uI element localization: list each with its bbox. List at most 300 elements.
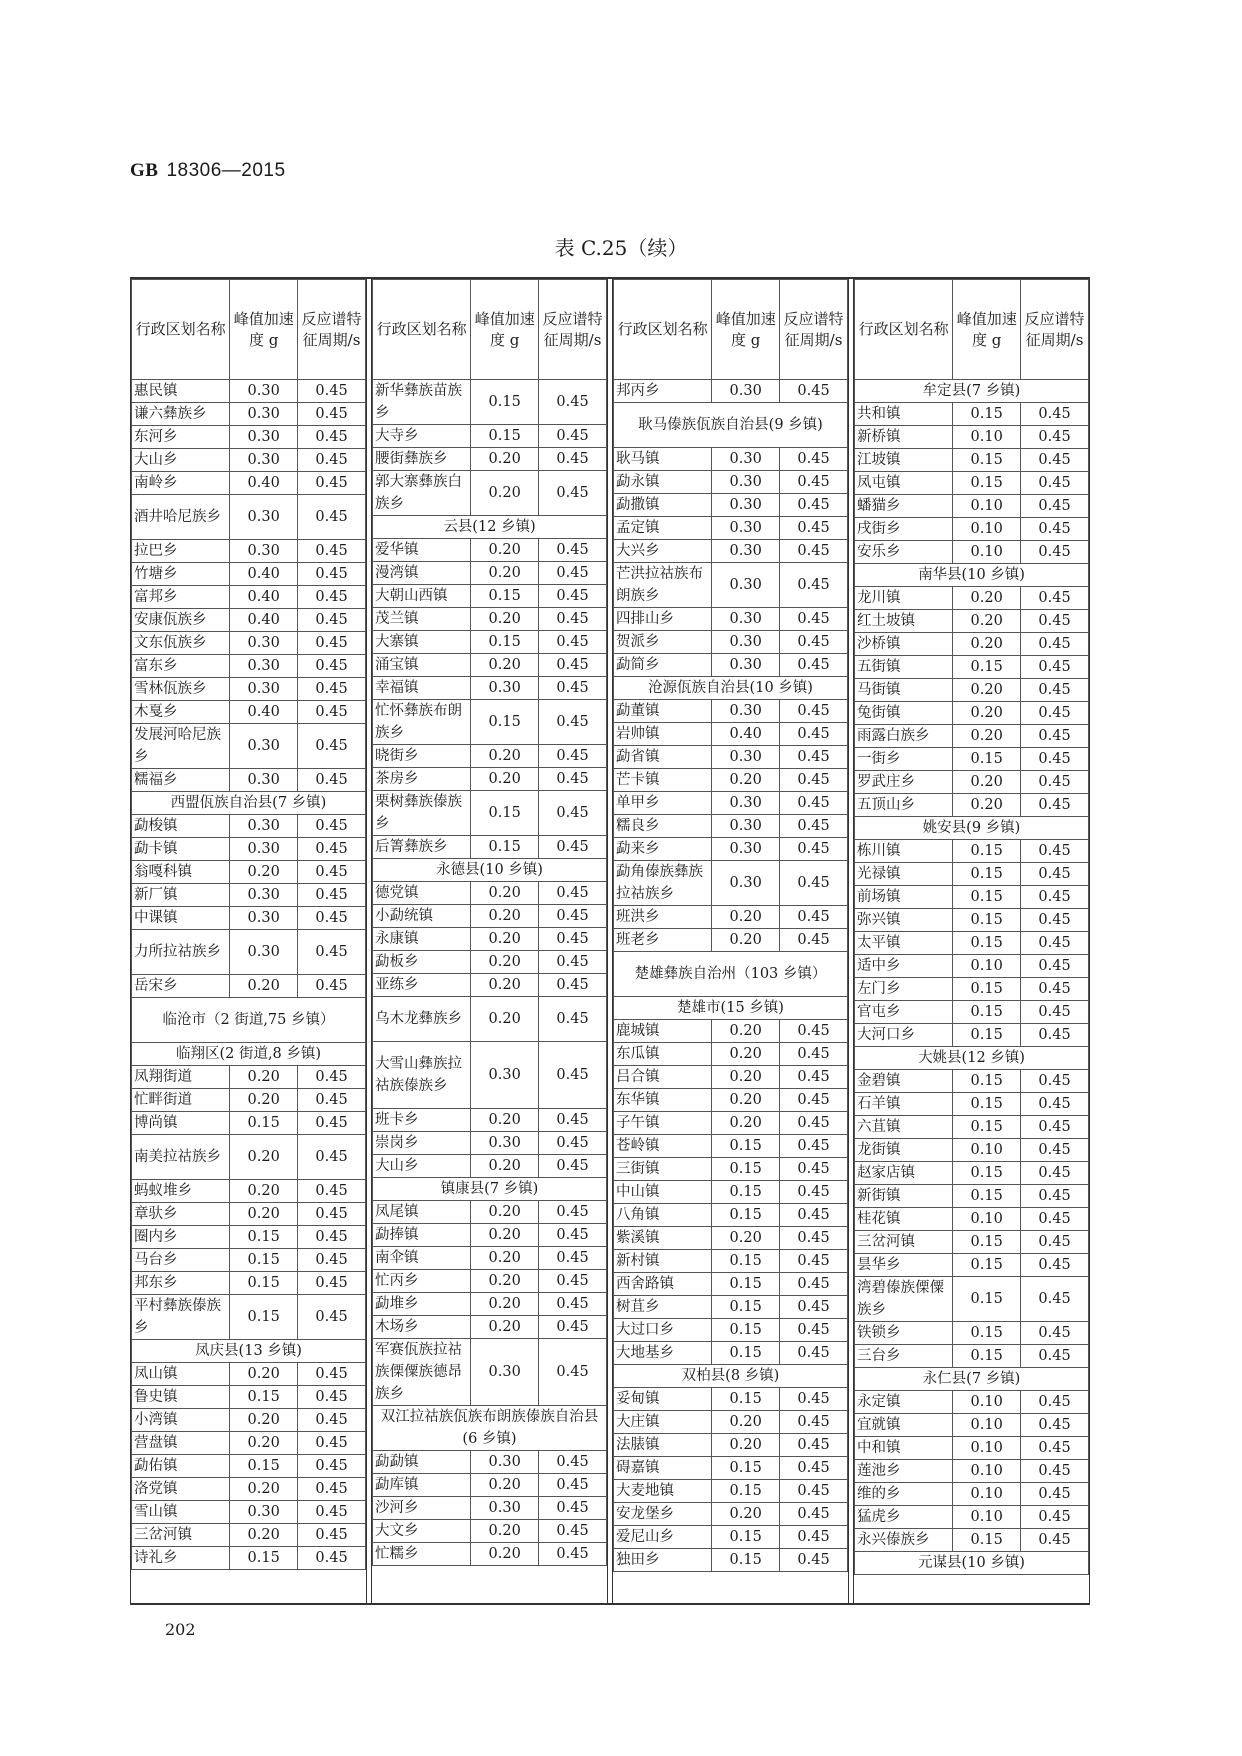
- table-row: [855, 1506, 1089, 1529]
- peak-acceleration-value: 0.15: [712, 1250, 780, 1273]
- peak-acceleration-value: 0.20: [953, 771, 1021, 794]
- region-name: 凤山镇: [132, 1363, 230, 1386]
- table-row: [855, 449, 1089, 472]
- region-name: 漫湾镇: [373, 562, 471, 585]
- region-name: 东瓜镇: [614, 1043, 712, 1066]
- region-group-label: 永德县(10 乡镇): [373, 859, 607, 882]
- region-name: 兔街镇: [855, 702, 953, 725]
- period-value: 0.45: [298, 769, 366, 792]
- region-name: 弥兴镇: [855, 909, 953, 932]
- table-row: [614, 517, 848, 540]
- region-name: 三岔河镇: [855, 1231, 953, 1254]
- peak-acceleration-value: 0.40: [230, 563, 298, 586]
- region-name: 文东佤族乡: [132, 632, 230, 655]
- table-row: [373, 471, 607, 516]
- period-value: 0.45: [298, 1066, 366, 1089]
- period-value: 0.45: [780, 1319, 848, 1342]
- region-name: 八角镇: [614, 1204, 712, 1227]
- table-row: [132, 540, 366, 563]
- peak-acceleration-value: 0.20: [230, 1524, 298, 1547]
- peak-acceleration-value: 0.30: [712, 654, 780, 677]
- table-row: [855, 748, 1089, 771]
- table-row: [373, 1339, 607, 1406]
- region-name: 乌木龙彝族乡: [373, 997, 471, 1042]
- peak-acceleration-value: 0.30: [712, 746, 780, 769]
- data-table: [372, 279, 607, 1566]
- period-value: 0.45: [1021, 909, 1089, 932]
- table-row: [614, 448, 848, 471]
- peak-acceleration-value: 0.15: [712, 1204, 780, 1227]
- region-name: 德党镇: [373, 882, 471, 905]
- region-name: 发展河哈尼族乡: [132, 724, 230, 769]
- region-name: 永康镇: [373, 928, 471, 951]
- table-row: [373, 974, 607, 997]
- peak-acceleration-value: 0.30: [471, 1451, 539, 1474]
- period-value: 0.45: [298, 1386, 366, 1409]
- table-row: [373, 1155, 607, 1178]
- period-value: 0.45: [298, 884, 366, 907]
- table-row: [855, 610, 1089, 633]
- table-row: [132, 1386, 366, 1409]
- group-header-row: [855, 564, 1089, 587]
- region-name: 永兴傣族乡: [855, 1529, 953, 1552]
- table-row: [614, 769, 848, 792]
- period-value: 0.45: [780, 380, 848, 403]
- period-value: 0.45: [780, 1549, 848, 1572]
- period-value: 0.45: [1021, 1093, 1089, 1116]
- region-name: 太平镇: [855, 932, 953, 955]
- peak-acceleration-value: 0.15: [953, 863, 1021, 886]
- table-row: [855, 1391, 1089, 1414]
- peak-acceleration-value: 0.15: [953, 1093, 1021, 1116]
- table-row: [132, 861, 366, 884]
- table-row: [855, 932, 1089, 955]
- period-value: 0.45: [780, 471, 848, 494]
- peak-acceleration-value: 0.30: [230, 632, 298, 655]
- period-value: 0.45: [298, 1135, 366, 1180]
- table-row: [132, 1501, 366, 1524]
- region-name: 三台乡: [855, 1345, 953, 1368]
- period-value: 0.45: [298, 563, 366, 586]
- period-value: 0.45: [298, 930, 366, 975]
- peak-acceleration-value: 0.20: [471, 608, 539, 631]
- period-value: 0.45: [1021, 794, 1089, 817]
- region-name: 孟定镇: [614, 517, 712, 540]
- table-row: [614, 1319, 848, 1342]
- region-name: 芒洪拉祜族布朗族乡: [614, 563, 712, 608]
- period-value: 0.45: [780, 1112, 848, 1135]
- peak-acceleration-value: 0.20: [471, 882, 539, 905]
- peak-acceleration-value: 0.15: [712, 1273, 780, 1296]
- period-value: 0.45: [539, 791, 607, 836]
- table-row: [373, 380, 607, 425]
- region-group-label: 楚雄市(15 乡镇): [614, 997, 848, 1020]
- peak-acceleration-value: 0.20: [230, 975, 298, 998]
- region-group-label: 镇康县(7 乡镇): [373, 1178, 607, 1201]
- period-value: 0.45: [780, 815, 848, 838]
- peak-acceleration-value: 0.40: [712, 723, 780, 746]
- period-value: 0.45: [539, 1224, 607, 1247]
- period-value: 0.45: [539, 448, 607, 471]
- peak-acceleration-value: 0.20: [230, 1363, 298, 1386]
- table-row: [373, 700, 607, 745]
- peak-acceleration-value: 0.20: [471, 1109, 539, 1132]
- period-value: 0.45: [780, 1457, 848, 1480]
- peak-acceleration-value: 0.20: [471, 1543, 539, 1566]
- period-value: 0.45: [1021, 1322, 1089, 1345]
- peak-acceleration-value: 0.10: [953, 1437, 1021, 1460]
- table-row: [132, 1455, 366, 1478]
- region-name: 勐省镇: [614, 746, 712, 769]
- peak-acceleration-value: 0.10: [953, 955, 1021, 978]
- table-row: [373, 1543, 607, 1566]
- peak-acceleration-value: 0.30: [712, 608, 780, 631]
- region-name: 湾碧傣族傈僳族乡: [855, 1277, 953, 1322]
- region-name: 爱尼山乡: [614, 1526, 712, 1549]
- period-value: 0.45: [539, 539, 607, 562]
- table-row: [614, 1043, 848, 1066]
- group-header-row: [132, 1340, 366, 1363]
- peak-acceleration-value: 0.10: [953, 495, 1021, 518]
- peak-acceleration-value: 0.20: [712, 1043, 780, 1066]
- region-group-label: 姚安县(9 乡镇): [855, 817, 1089, 840]
- region-name: 猛虎乡: [855, 1506, 953, 1529]
- peak-acceleration-value: 0.15: [953, 1116, 1021, 1139]
- period-value: 0.45: [1021, 863, 1089, 886]
- region-name: 大过口乡: [614, 1319, 712, 1342]
- region-name: 大庄镇: [614, 1411, 712, 1434]
- period-value: 0.45: [539, 1247, 607, 1270]
- table-panel-4: [853, 279, 1090, 1603]
- peak-acceleration-value: 0.15: [953, 1001, 1021, 1024]
- period-value: 0.45: [539, 882, 607, 905]
- group-header-row: [373, 859, 607, 882]
- region-name: 维的乡: [855, 1483, 953, 1506]
- period-value: 0.45: [539, 1042, 607, 1109]
- period-value: 0.45: [1021, 679, 1089, 702]
- region-name: 涌宝镇: [373, 654, 471, 677]
- table-panel-3: [612, 279, 849, 1603]
- period-value: 0.45: [539, 1155, 607, 1178]
- table-row: [614, 380, 848, 403]
- table-row: [132, 1226, 366, 1249]
- period-value: 0.45: [298, 403, 366, 426]
- period-value: 0.45: [780, 1411, 848, 1434]
- table-row: [373, 951, 607, 974]
- table-row: [614, 815, 848, 838]
- period-value: 0.45: [780, 448, 848, 471]
- region-group-label: 耿马傣族佤族自治县(9 乡镇): [614, 403, 848, 448]
- table-header-row: [614, 280, 848, 380]
- period-value: 0.45: [298, 586, 366, 609]
- region-name: 新厂镇: [132, 884, 230, 907]
- period-value: 0.45: [539, 425, 607, 448]
- period-value: 0.45: [539, 928, 607, 951]
- region-name: 茶房乡: [373, 768, 471, 791]
- header-peak-acceleration: 峰值加速度 g: [471, 280, 539, 380]
- peak-acceleration-value: 0.10: [953, 1391, 1021, 1414]
- peak-acceleration-value: 0.10: [953, 541, 1021, 564]
- table-header-row: [132, 280, 366, 380]
- table-row: [614, 1158, 848, 1181]
- period-value: 0.45: [298, 1089, 366, 1112]
- period-value: 0.45: [780, 1043, 848, 1066]
- table-row: [373, 1042, 607, 1109]
- period-value: 0.45: [539, 1316, 607, 1339]
- standard-number: [130, 160, 286, 182]
- peak-acceleration-value: 0.20: [953, 725, 1021, 748]
- region-name: 新华彝族苗族乡: [373, 380, 471, 425]
- table-row: [373, 768, 607, 791]
- group-header-row: [614, 952, 848, 997]
- table-row: [855, 1483, 1089, 1506]
- peak-acceleration-value: 0.20: [230, 1135, 298, 1180]
- period-value: 0.45: [1021, 541, 1089, 564]
- period-value: 0.45: [780, 700, 848, 723]
- peak-acceleration-value: 0.30: [712, 792, 780, 815]
- peak-acceleration-value: 0.15: [712, 1319, 780, 1342]
- table-row: [855, 1185, 1089, 1208]
- table-row: [132, 403, 366, 426]
- peak-acceleration-value: 0.15: [712, 1158, 780, 1181]
- peak-acceleration-value: 0.20: [471, 997, 539, 1042]
- period-value: 0.45: [1021, 1116, 1089, 1139]
- region-name: 勐撒镇: [614, 494, 712, 517]
- peak-acceleration-value: 0.20: [712, 906, 780, 929]
- peak-acceleration-value: 0.40: [230, 609, 298, 632]
- peak-acceleration-value: 0.20: [712, 1503, 780, 1526]
- period-value: 0.45: [780, 1181, 848, 1204]
- period-value: 0.45: [298, 1455, 366, 1478]
- region-name: 桂花镇: [855, 1208, 953, 1231]
- table-row: [614, 494, 848, 517]
- table-row: [614, 700, 848, 723]
- table-row: [132, 1295, 366, 1340]
- table-header-row: [373, 280, 607, 380]
- table-row: [132, 563, 366, 586]
- period-value: 0.45: [539, 562, 607, 585]
- peak-acceleration-value: 0.20: [953, 610, 1021, 633]
- peak-acceleration-value: 0.15: [230, 1249, 298, 1272]
- table-row: [373, 654, 607, 677]
- peak-acceleration-value: 0.15: [953, 1162, 1021, 1185]
- region-name: 岳宋乡: [132, 975, 230, 998]
- period-value: 0.45: [298, 815, 366, 838]
- peak-acceleration-value: 0.20: [471, 1520, 539, 1543]
- table-row: [373, 448, 607, 471]
- period-value: 0.45: [1021, 518, 1089, 541]
- peak-acceleration-value: 0.30: [712, 838, 780, 861]
- period-value: 0.45: [1021, 1277, 1089, 1322]
- table-row: [855, 1231, 1089, 1254]
- period-value: 0.45: [539, 677, 607, 700]
- period-value: 0.45: [780, 540, 848, 563]
- peak-acceleration-value: 0.15: [230, 1386, 298, 1409]
- period-value: 0.45: [1021, 932, 1089, 955]
- table-row: [855, 886, 1089, 909]
- peak-acceleration-value: 0.15: [712, 1457, 780, 1480]
- period-value: 0.45: [539, 700, 607, 745]
- peak-acceleration-value: 0.15: [953, 449, 1021, 472]
- table-row: [132, 1112, 366, 1135]
- region-name: 罗武庄乡: [855, 771, 953, 794]
- period-value: 0.45: [539, 745, 607, 768]
- peak-acceleration-value: 0.10: [953, 1506, 1021, 1529]
- region-name: 中和镇: [855, 1437, 953, 1460]
- group-header-row: [855, 1552, 1089, 1575]
- region-group-label: 大姚县(12 乡镇): [855, 1047, 1089, 1070]
- region-name: 鲁史镇: [132, 1386, 230, 1409]
- region-name: 力所拉祜族乡: [132, 930, 230, 975]
- table-row: [373, 1201, 607, 1224]
- period-value: 0.45: [780, 1480, 848, 1503]
- table-row: [614, 1204, 848, 1227]
- table-row: [132, 1135, 366, 1180]
- peak-acceleration-value: 0.20: [471, 1270, 539, 1293]
- peak-acceleration-value: 0.30: [712, 631, 780, 654]
- peak-acceleration-value: 0.15: [712, 1342, 780, 1365]
- region-name: 金碧镇: [855, 1070, 953, 1093]
- region-group-label: 永仁县(7 乡镇): [855, 1368, 1089, 1391]
- peak-acceleration-value: 0.30: [230, 1501, 298, 1524]
- group-header-row: [855, 1368, 1089, 1391]
- table-row: [855, 1460, 1089, 1483]
- table-row: [132, 380, 366, 403]
- table-row: [132, 586, 366, 609]
- region-name: 富东乡: [132, 655, 230, 678]
- peak-acceleration-value: 0.10: [953, 1460, 1021, 1483]
- table-row: [373, 1270, 607, 1293]
- header-characteristic-period: 反应谱特征周期/s: [780, 280, 848, 380]
- region-name: 苍岭镇: [614, 1135, 712, 1158]
- region-group-label: 临翔区(2 街道,8 乡镇): [132, 1043, 366, 1066]
- region-name: 勐卡镇: [132, 838, 230, 861]
- period-value: 0.45: [780, 1158, 848, 1181]
- period-value: 0.45: [298, 907, 366, 930]
- group-header-row: [614, 1365, 848, 1388]
- region-name: 石羊镇: [855, 1093, 953, 1116]
- peak-acceleration-value: 0.15: [953, 1529, 1021, 1552]
- region-name: 幸福镇: [373, 677, 471, 700]
- region-name: 安康佤族乡: [132, 609, 230, 632]
- header-name: 行政区划名称: [132, 280, 230, 380]
- peak-acceleration-value: 0.20: [230, 1478, 298, 1501]
- region-group-label: 楚雄彝族自治州（103 乡镇）: [614, 952, 848, 997]
- period-value: 0.45: [1021, 1391, 1089, 1414]
- table-row: [614, 540, 848, 563]
- peak-acceleration-value: 0.20: [230, 1180, 298, 1203]
- region-name: 拉巴乡: [132, 540, 230, 563]
- peak-acceleration-value: 0.20: [712, 1089, 780, 1112]
- table-row: [373, 928, 607, 951]
- header-name: 行政区划名称: [373, 280, 471, 380]
- region-name: 马台乡: [132, 1249, 230, 1272]
- region-name: 吕合镇: [614, 1066, 712, 1089]
- peak-acceleration-value: 0.40: [230, 701, 298, 724]
- region-name: 中山镇: [614, 1181, 712, 1204]
- period-value: 0.45: [298, 1524, 366, 1547]
- period-value: 0.45: [298, 380, 366, 403]
- period-value: 0.45: [539, 768, 607, 791]
- period-value: 0.45: [1021, 403, 1089, 426]
- table-row: [855, 1139, 1089, 1162]
- period-value: 0.45: [539, 654, 607, 677]
- period-value: 0.45: [780, 608, 848, 631]
- peak-acceleration-value: 0.30: [230, 540, 298, 563]
- period-value: 0.45: [539, 631, 607, 654]
- region-name: 茂兰镇: [373, 608, 471, 631]
- peak-acceleration-value: 0.30: [471, 677, 539, 700]
- period-value: 0.45: [780, 1089, 848, 1112]
- table-row: [855, 909, 1089, 932]
- table-row: [614, 1089, 848, 1112]
- period-value: 0.45: [780, 1020, 848, 1043]
- region-name: 班卡乡: [373, 1109, 471, 1132]
- table-row: [132, 769, 366, 792]
- peak-acceleration-value: 0.15: [712, 1135, 780, 1158]
- peak-acceleration-value: 0.20: [712, 1411, 780, 1434]
- peak-acceleration-value: 0.15: [953, 1277, 1021, 1322]
- region-name: 五顶山乡: [855, 794, 953, 817]
- period-value: 0.45: [780, 792, 848, 815]
- peak-acceleration-value: 0.15: [230, 1455, 298, 1478]
- region-name: 竹塘乡: [132, 563, 230, 586]
- peak-acceleration-value: 0.30: [712, 700, 780, 723]
- region-name: 栗树彝族傣族乡: [373, 791, 471, 836]
- period-value: 0.45: [298, 1112, 366, 1135]
- table-row: [132, 1547, 366, 1570]
- period-value: 0.45: [1021, 633, 1089, 656]
- period-value: 0.45: [298, 1363, 366, 1386]
- period-value: 0.45: [539, 1474, 607, 1497]
- peak-acceleration-value: 0.15: [230, 1272, 298, 1295]
- table-row: [614, 1549, 848, 1572]
- table-row: [373, 425, 607, 448]
- period-value: 0.45: [298, 838, 366, 861]
- region-name: 戌街乡: [855, 518, 953, 541]
- table-row: [614, 1296, 848, 1319]
- period-value: 0.45: [539, 836, 607, 859]
- group-header-row: [132, 1043, 366, 1066]
- table-row: [132, 1180, 366, 1203]
- table-row: [132, 1249, 366, 1272]
- region-name: 蟠猫乡: [855, 495, 953, 518]
- group-header-row: [614, 403, 848, 448]
- table-row: [373, 1247, 607, 1270]
- region-name: 木戛乡: [132, 701, 230, 724]
- region-name: 勐勐镇: [373, 1451, 471, 1474]
- table-row: [855, 1414, 1089, 1437]
- table-header-row: [855, 280, 1089, 380]
- table-row: [373, 1293, 607, 1316]
- period-value: 0.45: [1021, 449, 1089, 472]
- period-value: 0.45: [780, 1503, 848, 1526]
- region-name: 大山乡: [132, 449, 230, 472]
- period-value: 0.45: [1021, 1162, 1089, 1185]
- period-value: 0.45: [298, 632, 366, 655]
- table-row: [373, 1497, 607, 1520]
- period-value: 0.45: [1021, 1345, 1089, 1368]
- region-name: 洛党镇: [132, 1478, 230, 1501]
- region-name: 大地基乡: [614, 1342, 712, 1365]
- region-name: 崇岗乡: [373, 1132, 471, 1155]
- region-name: 岩帅镇: [614, 723, 712, 746]
- table-row: [614, 1181, 848, 1204]
- peak-acceleration-value: 0.10: [953, 426, 1021, 449]
- peak-acceleration-value: 0.30: [230, 724, 298, 769]
- table-row: [132, 724, 366, 769]
- table-panel-2: [371, 279, 608, 1603]
